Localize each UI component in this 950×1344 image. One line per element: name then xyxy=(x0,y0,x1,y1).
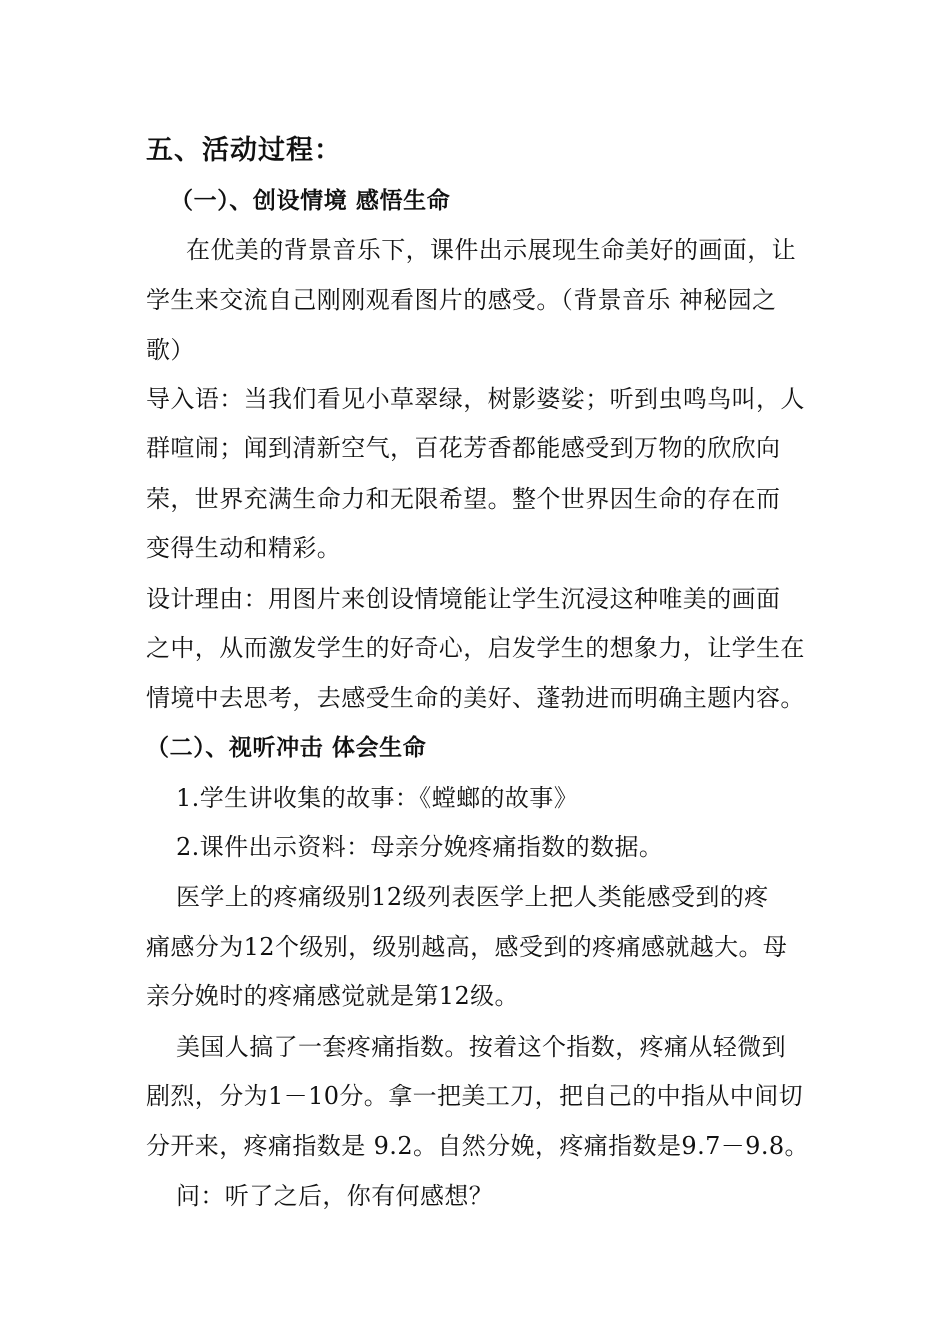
question-line: 问：听了之后，你有何感想？ xyxy=(176,1182,494,1210)
lead-in-line-4: 变得生动和精彩。 xyxy=(146,534,342,562)
part1-heading: （一）、创设情境 感悟生命 xyxy=(170,188,451,214)
rationale-line-3: 情境中去思考，去感受生命的美好、蓬勃进而明确主题内容。 xyxy=(146,684,805,712)
pain-level-line-3: 亲分娩时的疼痛感觉就是第12级。 xyxy=(146,982,519,1010)
part2-item-2: 2.课件出示资料：母亲分娩疼痛指数的数据。 xyxy=(176,833,664,861)
pain-index-line-3: 分开来，疼痛指数是 9.2。自然分娩，疼痛指数是9.7－9.8。 xyxy=(146,1132,809,1160)
part1-intro-line-1: 在优美的背景音乐下，课件出示展现生命美好的画面，让 xyxy=(186,236,796,264)
pain-index-line-2: 剧烈，分为1－10分。拿一把美工刀，把自己的中指从中间切 xyxy=(146,1082,804,1110)
lead-in-line-2: 群喧闹；闻到清新空气，百花芳香都能感受到万物的欣欣向 xyxy=(146,434,781,462)
rationale-line-2: 之中，从而激发学生的好奇心，启发学生的想象力，让学生在 xyxy=(146,634,805,662)
part1-intro-line-3: 歌） xyxy=(146,336,195,364)
rationale-line-1: 设计理由：用图片来创设情境能让学生沉浸这种唯美的画面 xyxy=(146,585,781,613)
pain-level-line-2: 痛感分为12个级别，级别越高，感受到的疼痛感就越大。母 xyxy=(146,933,788,961)
part2-item-1: 1.学生讲收集的故事：《螳螂的故事》 xyxy=(176,784,579,812)
part1-intro-line-2: 学生来交流自己刚刚观看图片的感受。（背景音乐 神秘园之 xyxy=(146,286,777,314)
lead-in-line-1: 导入语：当我们看见小草翠绿，树影婆娑；听到虫鸣鸟叫，人 xyxy=(146,385,805,413)
pain-level-line-1: 医学上的疼痛级别12级列表医学上把人类能感受到的疼 xyxy=(176,883,769,911)
lead-in-line-3: 荣，世界充满生命力和无限希望。整个世界因生命的存在而 xyxy=(146,485,781,513)
part2-heading: （二）、视听冲击 体会生命 xyxy=(146,735,427,761)
pain-index-line-1: 美国人搞了一套疼痛指数。按着这个指数，疼痛从轻微到 xyxy=(176,1033,786,1061)
section-title: 五、活动过程： xyxy=(146,135,342,166)
